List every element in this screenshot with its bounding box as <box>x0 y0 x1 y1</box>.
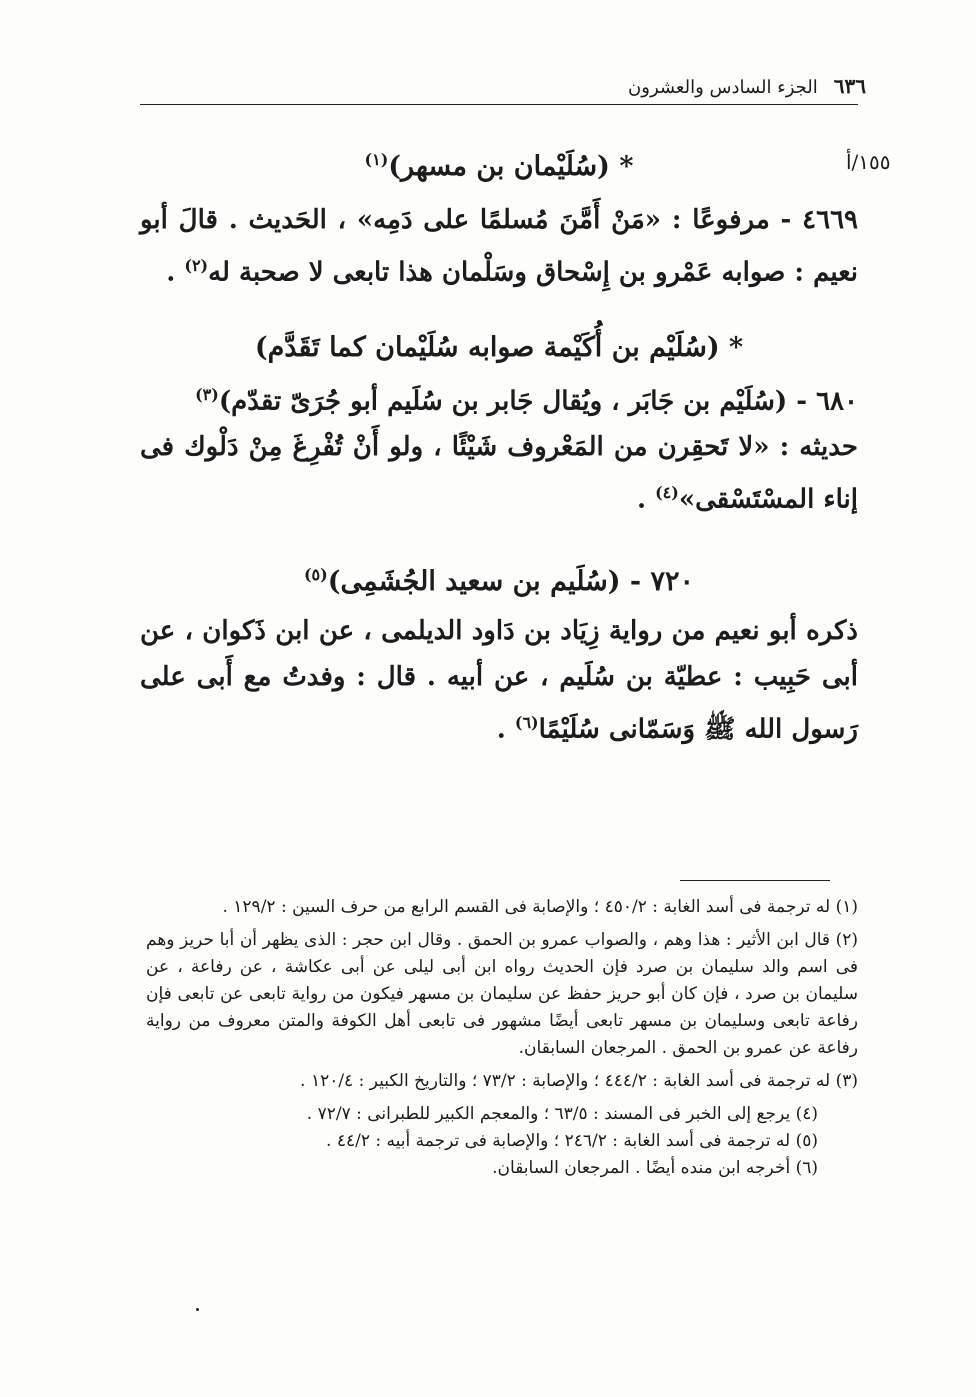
footnote-rule <box>680 880 830 881</box>
volume-title: الجزء السادس والعشرون <box>628 77 818 98</box>
main-text <box>140 140 858 753</box>
entry-paragraph: ذكره أبو نعيم من رواية زِيَاد بن دَاود الديلمى ، عن ابن ذَكوان ، عن أبى حَبِيب : عطيّة بن سُلَيم ، عن أبيه . قال : وفدتُ مع أَبى على رَسول الله ﷺ وَسَمّانى سُلَيْمًا$^{(٦)}$ . <box>140 615 859 745</box>
entry-line: ٦٨٠ - (سُلَيْم بن جَابَر ، ويُقال جَابر بن سُلَيم أبو جُرَىّ تقدّم)$^{(٣)}$ <box>195 384 858 417</box>
entry-heading: * (سُلَيْمان بن مسهر)$^{(١)}$ <box>364 150 634 182</box>
footnote-marker: (٢) <box>184 256 209 275</box>
page-number: ٦٣٦ <box>833 74 866 98</box>
footnotes <box>146 894 858 1182</box>
footnote-marker: (٦) <box>514 712 539 732</box>
entry-paragraph: ٤٦٦٩ - مرفوعًا : «مَنْ أَمَّنَ مُسلمًا على دَمِه» ، الحَديث . قالَ أبو نعيم : صوابه عَمْرو بن إِسْحاق وسَلْمان هذا تابعى لا صحبة له$^{(٢)}$ . <box>140 205 858 288</box>
scan-speck <box>196 1308 199 1311</box>
footnote-6: (٦) أخرجه ابن منده أيضًا . المرجعان السابقان. <box>492 1158 818 1178</box>
manuscript-margin-reference: ١٥٥/أ <box>846 150 891 174</box>
header-rule <box>140 104 858 105</box>
entry-heading: * (سُلَيْم بن أُكَيْمة صوابه سُلَيْمان كما تَقَدَّم) <box>254 331 744 363</box>
footnote-5: (٥) له ترجمة فى أسد الغابة : ٢٤٦/٢ ؛ والإصابة فى ترجمة أبيه : ٤٤/٢ . <box>326 1131 818 1151</box>
entry-heading: ٧٢٠ - (سُلَيم بن سعيد الجُشَمِى)$^{(٥)}$ <box>303 564 695 597</box>
footnote-marker: (٤) <box>655 483 679 503</box>
entry-paragraph: حديثه : «لا تَحقِرن من المَعْروف شَيْئًا ، ولو أَنْ تُفْرِغَ مِنْ دَلْوك فى إناء المسْتَسْقى»$^{(٤)}$ . <box>140 432 859 515</box>
running-header <box>560 66 866 98</box>
footnote-2: (٢) قال ابن الأثير : هذا وهم ، والصواب عمرو بن الحمق . وقال ابن حجر : الذى يظهر أن أبا حريز وهم فى اسم والد سليمان بن صرد فإن الحديث رواه ابن أبى ليلى عن أبى عكاشة ، عن رفاعة ، عن سليمان بن صرد ، فإن كان أبو حريز حفظ عن سليمان بن مسهر فيكون من رواية تابعى عن تابعى فإن رفاعة تابعى وسليمان بن مسهر تابعى أيضًا مشهور فى تابعى أهل الكوفة والمتن معروف من رواية رفاعة عن عمرو بن الحمق . المرجعان السابقان. <box>146 930 858 1058</box>
footnote-marker: (٥) <box>303 564 328 584</box>
footnote-1: (١) له ترجمة فى أسد الغابة : ٤٥٠/٢ ؛ والإصابة فى القسم الرابع من حرف السين : ١٢٩/٢ . <box>222 897 858 917</box>
footnote-marker: (٣) <box>195 384 219 404</box>
footnote-4: (٤) يرجع إلى الخبر فى المسند : ٦٣/٥ ؛ والمعجم الكبير للطبرانى : ٧٢/٧ . <box>306 1104 818 1124</box>
footnote-marker: (١) <box>364 150 389 169</box>
footnote-3: (٣) له ترجمة فى أسد الغابة : ٤٤٤/٢ ؛ والإصابة : ٧٣/٢ ؛ والتاريخ الكبير : ١٢٠/٤ . <box>300 1071 858 1091</box>
